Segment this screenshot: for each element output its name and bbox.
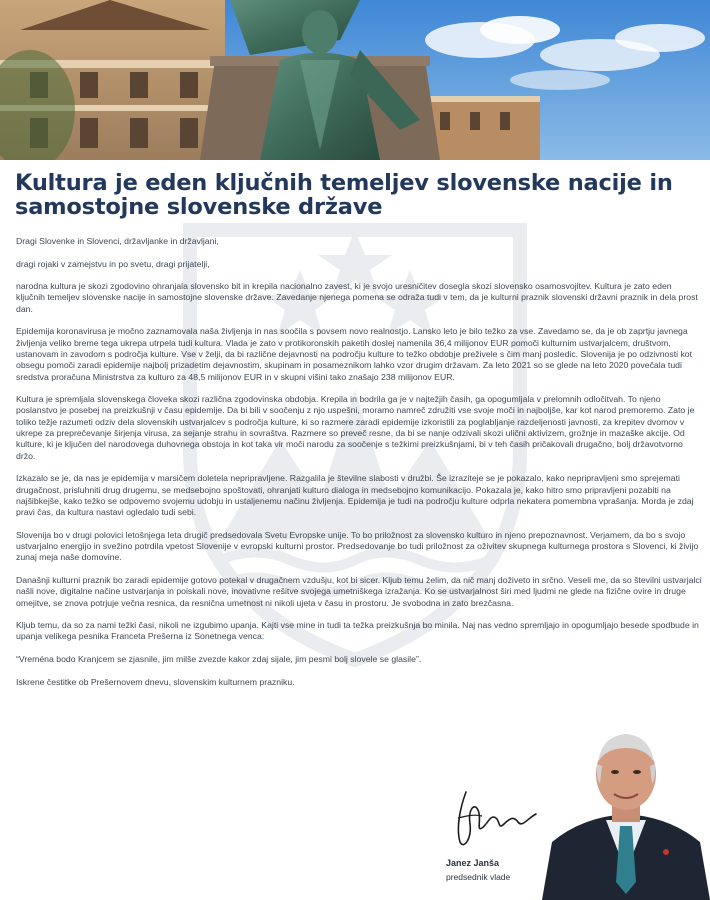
signatory-portrait bbox=[542, 722, 710, 900]
paragraph: Današnji kulturni praznik bo zaradi epidemije gotovo potekal v drugačnem vzdušju, kot bi sicer. Kljub temu želim, da nič manj doživeto in srčno. Veseli me, da so številni ustvarjalci našli nove, digitalne načine ustvarjanja in poiskali nove, inovativne rešitve svojega umetniškega izražanja. Ko se ustvarjalnost širi med ljudmi ne glede na fizične ovire in druge omejitve, se znova potrjuje večna resnica, da resnična umetnost ni nikoli ujeta v času in prostoru. Je svobodna in zato brezčasna. bbox=[16, 574, 702, 608]
preseren-monument-photo bbox=[0, 0, 710, 160]
signatory-name: Janez Janša bbox=[446, 858, 500, 868]
paragraph: Epidemija koronavirusa je močno zaznamovala naša življenja in nas soočila s povsem novo realnostjo. Lansko leto je bilo težko za vse. Zavedamo se, da je ob zaprtju javnega življenja veliko breme tega ukrepa utrpela tudi kultura. Vlada je zato v protikoronskih paketih doslej namenila 36,4 milijonov EUR pomoči kulturnim ustvarjalcem, društvom, ustanovam in zavodom s področja kulture. Vse v želji, da bi različne dejavnosti na področju kulture to težko obdobje preživele s čim manj posledic. Slovenija je po odzivnosti kot obsegu pomoči zaradi epidemije najbolj prizadetim dejavnostim, skupinam in posameznikom lahko vzor drugim državam. Za leto 2021 so se glede na leto 2020 povečala tudi sredstva proračuna Ministrstva za kulturo za 48,5 milijonov EUR in v skupni višini tako znašajo 238 milijonov EUR. bbox=[16, 326, 693, 382]
signatory-role: predsednik vlade bbox=[446, 872, 511, 882]
closing-line: Iskrene čestitke ob Prešernovem dnevu, slovenskim kulturnem prazniku. bbox=[16, 676, 295, 687]
handwritten-signature bbox=[452, 788, 542, 850]
hero-photo bbox=[0, 0, 710, 160]
paragraph: Kljub temu, da so za nami težki časi, nikoli ne izgubimo upanja. Kajti vse mine in tudi ta težka preizkušnja bo minila. Naj nas vedno spremljajo in opogumljajo besede spodbude in upanja velikega pesnika Franceta Prešerna iz Sonetnega venca: bbox=[16, 620, 699, 642]
paragraph: Slovenija bo v drugi polovici letošnjega leta drugič predsedovala Svetu Evropske unije. To bo priložnost za slovensko kulturo in njeno prepoznavnost. Verjamem, da bo s svojo ustvarjalno energijo in svežino potrdila vpetost Slovenije v evropski kulturni prostor. Predsedovanje bo tudi priložnost za oživitev skupnega kulturnega prostora s Slovenci, ki živijo zunaj meja naše domovine. bbox=[16, 529, 699, 563]
salutation-2: dragi rojaki v zamejstvu in po svetu, dragi prijatelji, bbox=[16, 258, 210, 269]
paragraph: Kultura je spremljala slovenskega človeka skozi različna zgodovinska obdobja. Krepila in bodrila ga je v najtežjih časih, ga opogumljala v prelomnih odločitvah. To njeno poslanstvo je posebej na preizkušnji v času epidemije. Da bi bili v soočenju z njo uspešni, moramo namreč združiti vse svoje moči in najboljše, kar kot narod premoremo. Zato je toliko težje razumeti odziv dela slovenskih ustvarjalcev s področja kulture, ki so razmere zaradi epidemije izkoristili za poglabljanje razdeljenosti javnosti, za krepitev dvomov v ukrepe za preprečevanje širjenja virusa, za sejanje strahu in sovraštva. Razmere so preveč resne, da bi se nanje odzivali skozi ulični aktivizem, grožnje in mazaške akcije. Od kulture, ki je ključen del narodovega duhovnega obstoja in kot taka vir moči narodu za soočenje s težkimi preizkušnjami, bi v teh časih pričakovali drugačno, bolj državotvorno držo. bbox=[16, 394, 695, 461]
paragraph: narodna kultura je skozi zgodovino ohranjala slovensko bit in krepila nacionalno zavest, ki je svojo uresničitev dosegla skozi slovensko osamosvojitev. Kultura je zato eden ključnih temeljev slovenske nacije in samostojne slovenske države. Zavedanje njenega pomena se odraža tudi v tem, da je kulturni praznik slovenski državni praznik in dela prost dan. bbox=[16, 281, 698, 314]
poem-quote: “Vreména bodo Kranjcem se zjasnile, jim milše zvezde kakor zdaj sijale, jim pesmi bolj slovele se glasile”. bbox=[16, 653, 422, 664]
page-title: Kultura je eden ključnih temeljev slovenske nacije in samostojne slovenske države bbox=[15, 170, 673, 220]
paragraph: Izkazalo se je, da nas je epidemija v marsičem doletela nepripravljene. Razgalila je številne slabosti v družbi. Še izraziteje se je pokazalo, kako nepripravljeni smo sprejemati drugačnost, prisluhniti drug drugemu, se medsebojno spoštovati, ohranjati kulturo dialoga in medsebojno komunikacijo. Pokazala je, kako hitro smo pripravljeni pozabiti na najšibkejše, kako težko se odpovemo svojemu udobju in ustaljenemu načinu življenja. Epidemija je tudi na področju kulture odprla nekatera pomembna vprašanja. Morda je zdaj pravi čas, da kultura nastavi ogledalo tudi sebi. bbox=[16, 473, 694, 518]
letter-body bbox=[16, 236, 702, 699]
salutation-1: Dragi Slovenke in Slovenci, državljanke in državljani, bbox=[16, 236, 219, 246]
